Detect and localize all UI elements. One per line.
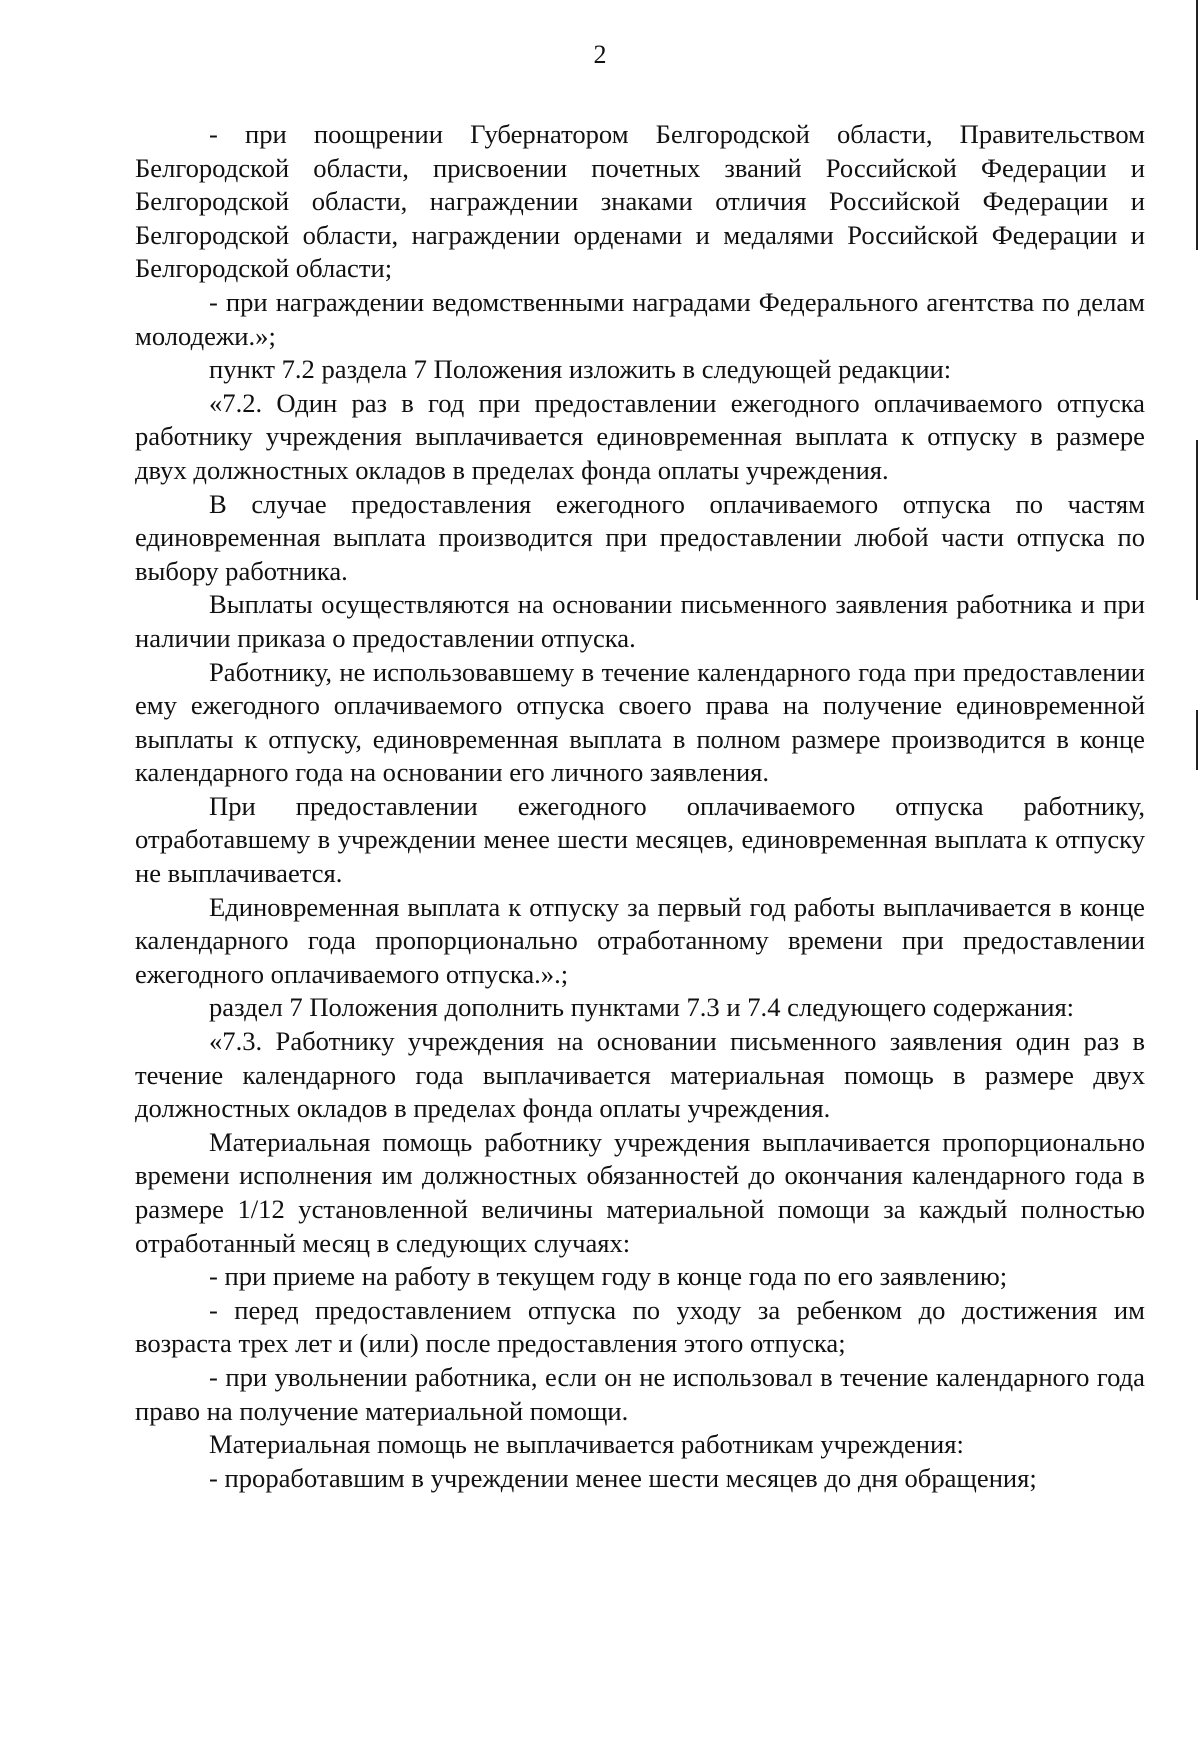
paragraph-not-paid: Материальная помощь не выплачивается работникам учреждения:	[209, 1429, 964, 1460]
paragraph-clause-7-2-intro: пункт 7.2 раздела 7 Положения изложить в следующей редакции:	[209, 354, 952, 385]
list-item-worked-less: - проработавшим в учреждении менее шести месяцев до дня обращения;	[209, 1462, 1037, 1493]
paragraph-clause-7-3: «7.3. Работнику учреждения на основании письменного заявления один раз в течение календарного года выплачивается материальная помощь в размере двух должностных окладов в пределах фонда оплаты учреждения.	[135, 1026, 1145, 1124]
paragraph-awards-governor: - при поощрении Губернатором Белгородской области, Правительством Белгородской области, присвоении почетных званий Российской Федерации и Белгородской области, награждении знаками отличия Российской Федерации и Белгородской области, награждении орденами и медалями Российской Федерации и Белгородской области;	[135, 119, 1145, 284]
paragraph-material-help-proportional: Материальная помощь работнику учреждения выплачивается пропорционально времени исполнения им должностных обязанностей до окончания календарного года в размере 1/12 установленной величины материальной помощи за каждый полностью отработанный месяц в следующих случаях:	[135, 1126, 1145, 1258]
scan-edge-line	[1196, 440, 1198, 600]
document-body	[135, 118, 1145, 1495]
paragraph-less-than-six-months: При предоставлении ежегодного оплачиваемого отпуска работнику, отработавшему в учреждении менее шести месяцев, единовременная выплата к отпуску не выплачивается.	[135, 790, 1145, 889]
page-number: 2	[593, 40, 607, 69]
scan-edge-line	[1196, 710, 1198, 770]
paragraph-payment-basis: Выплаты осуществляются на основании письменного заявления работника и при наличии приказа о предоставлении отпуска.	[135, 589, 1145, 653]
paragraph-awards-youth-agency: - при награждении ведомственными наградами Федерального агентства по делам молодежи.»;	[135, 286, 1145, 351]
paragraph-first-year: Единовременная выплата к отпуску за первый год работы выплачивается в конце календарного года пропорционально отработанному времени при предоставлении ежегодного оплачиваемого отпуска.».;	[135, 891, 1145, 989]
list-item-child-care-leave: - перед предоставлением отпуска по уходу за ребенком до достижения им возраста трех лет и (или) после предоставления этого отпуска;	[135, 1294, 1145, 1359]
paragraph-section-7-amend: раздел 7 Положения дополнить пунктами 7.3 и 7.4 следующего содержания:	[209, 992, 1075, 1023]
scan-edge-line	[1196, 0, 1198, 250]
list-item-dismissal: - при увольнении работника, если он не использовал в течение календарного года право на получение материальной помощи.	[135, 1361, 1145, 1426]
paragraph-unused-payment: Работнику, не использовавшему в течение календарного года при предоставлении ему ежегодного оплачиваемого отпуска своего права на получение единовременной выплаты к отпуску, единовременная выплата в полном размере производится в конце календарного года на основании его личного заявления.	[135, 656, 1145, 788]
list-item-hiring: - при приеме на работу в текущем году в конце года по его заявлению;	[209, 1261, 1008, 1292]
paragraph-clause-7-2: «7.2. Один раз в год при предоставлении ежегодного оплачиваемого отпуска работнику учреждения выплачивается единовременная выплата к отпуску в размере двух должностных окладов в пределах фонда оплаты учреждения.	[135, 387, 1145, 485]
paragraph-vacation-parts: В случае предоставления ежегодного оплачиваемого отпуска по частям единовременная выплата производится при предоставлении любой части отпуска по выбору работника.	[135, 488, 1145, 586]
